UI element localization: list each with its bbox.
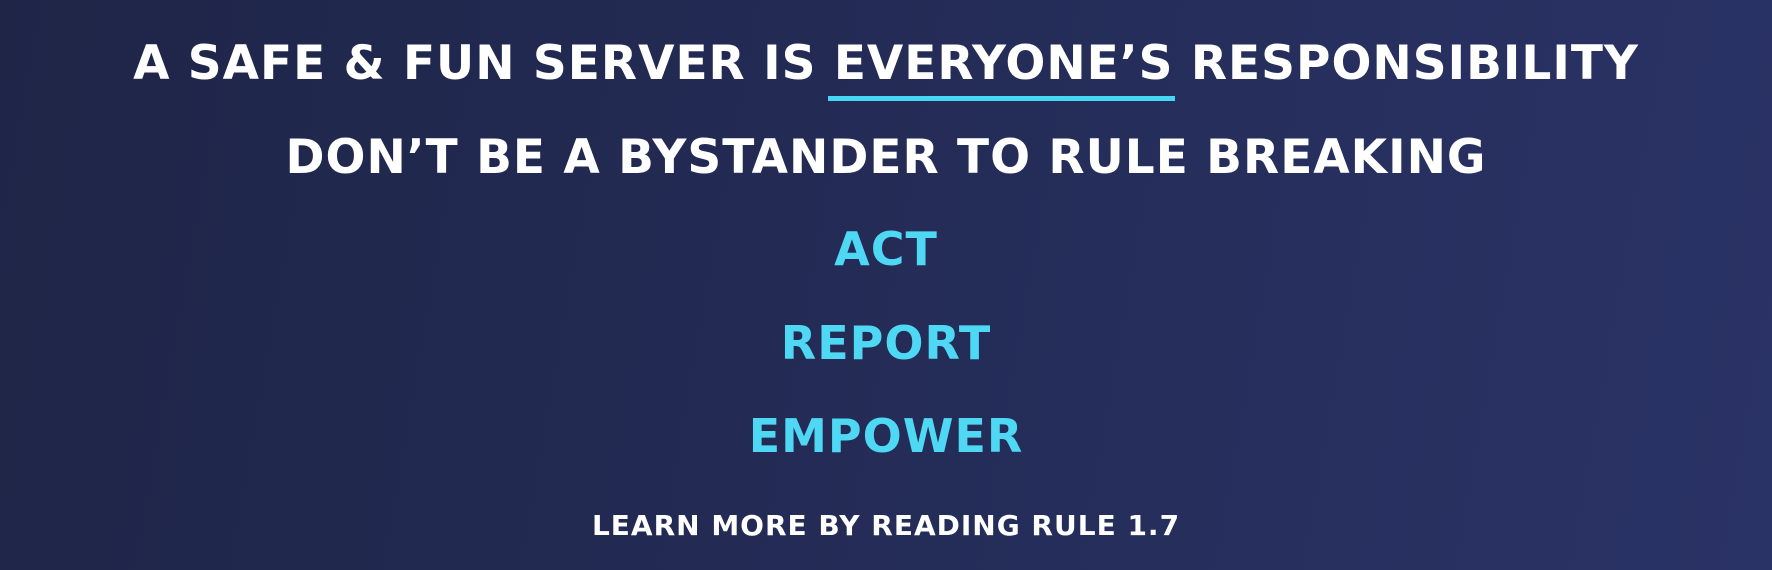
action-report: REPORT [780, 316, 992, 370]
headline-emphasis: EVERYONE’S [833, 36, 1174, 91]
headline [0, 36, 1772, 91]
action-empower: EMPOWER [748, 409, 1024, 463]
footer-rule-link: LEARN MORE BY READING RULE 1.7 [591, 509, 1181, 542]
action-act: ACT [834, 222, 938, 276]
subhead: DON’T BE A BYSTANDER TO RULE BREAKING [285, 130, 1487, 185]
headline-before: A SAFE & FUN SERVER IS [133, 36, 834, 91]
headline-after: RESPONSIBILITY [1173, 36, 1639, 91]
